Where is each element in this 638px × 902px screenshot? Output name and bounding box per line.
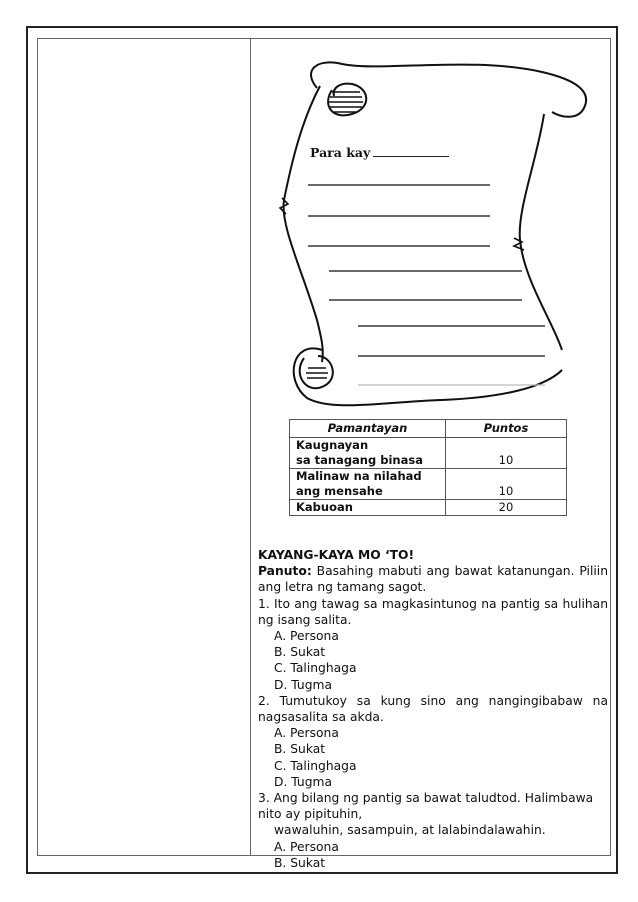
table-row bbox=[290, 438, 567, 469]
answer-option: C. Talinghaga bbox=[274, 661, 357, 676]
criterion-cell bbox=[290, 438, 446, 469]
criterion-line: Malinaw na nilahad bbox=[296, 469, 422, 483]
points-cell: 10 bbox=[446, 438, 567, 469]
instruction-text: Basahing mabuti ang bawat katanungan. Piliin ang letra ng tamang sagot. bbox=[258, 564, 608, 595]
rubric-table bbox=[289, 419, 567, 516]
salutation-text: Para kay bbox=[310, 145, 371, 160]
criterion-line: Kaugnayan bbox=[296, 438, 369, 452]
left-column bbox=[37, 38, 251, 856]
name-blank bbox=[373, 144, 449, 157]
answer-option: D. Tugma bbox=[274, 677, 333, 692]
answer-option: B. Sukat bbox=[274, 645, 326, 660]
header-points: Puntos bbox=[446, 420, 567, 438]
question-text: 1. Ito ang tawag sa magkasintunog na pantig sa hulihan ng isang salita. bbox=[258, 596, 608, 627]
quiz-section bbox=[258, 547, 608, 871]
criterion-line: sa tanagang binasa bbox=[296, 453, 423, 467]
answer-option: D. Tugma bbox=[274, 774, 333, 789]
instruction bbox=[258, 563, 608, 595]
scroll-illustration bbox=[262, 50, 602, 412]
answer-option: B. Sukat bbox=[274, 742, 326, 757]
question-continuation: wawaluhin, sasampuin, at lalabindalawahin. bbox=[274, 823, 546, 838]
points-cell: 20 bbox=[446, 500, 567, 516]
points-cell: 10 bbox=[446, 469, 567, 500]
answer-option: B. Sukat bbox=[274, 855, 326, 870]
salutation bbox=[310, 144, 449, 160]
answer-option: A. Persona bbox=[274, 629, 339, 644]
question-text: 2. Tumutukoy sa kung sino ang nangingibabaw na nagsasalita sa akda. bbox=[258, 693, 608, 725]
rubric-header-row bbox=[290, 420, 567, 438]
question-text: 3. Ang bilang ng pantig sa bawat taludtod. Halimbawa nito ay pipituhin, bbox=[258, 791, 594, 822]
header-criteria: Pamantayan bbox=[290, 420, 446, 438]
criterion-line: ang mensahe bbox=[296, 484, 383, 498]
criterion-cell: Kabuoan bbox=[290, 500, 446, 516]
table-row bbox=[290, 469, 567, 500]
criterion-cell bbox=[290, 469, 446, 500]
answer-option: A. Persona bbox=[274, 726, 339, 741]
table-row bbox=[290, 500, 567, 516]
quiz-title: KAYANG-KAYA MO ‘TO! bbox=[258, 548, 415, 562]
answer-option: C. Talinghaga bbox=[274, 758, 357, 773]
answer-option: A. Persona bbox=[274, 839, 339, 854]
instruction-label: Panuto: bbox=[258, 564, 312, 579]
